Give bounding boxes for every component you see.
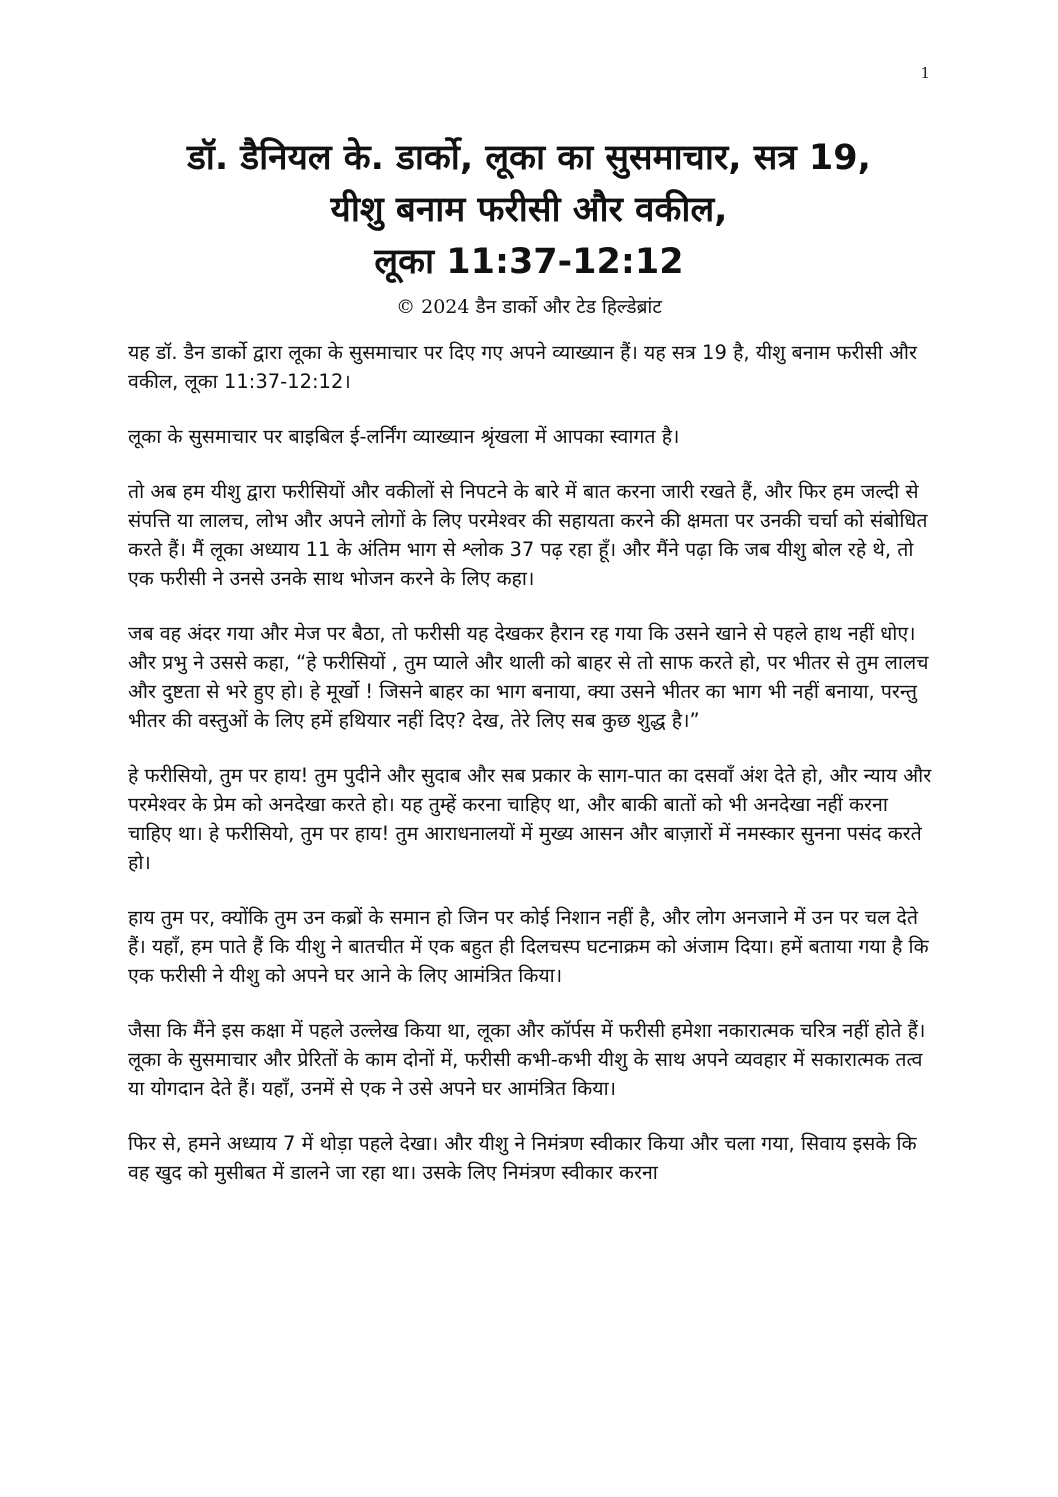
- document-title-block: [110, 132, 948, 320]
- document-title-line-1: डॉ. डैनियल के. डार्को, लूका का सुसमाचार, सत्र 19,: [187, 138, 871, 178]
- paragraph-5: हे फरीसियो, तुम पर हाय! तुम पुदीने और सुदाब और सब प्रकार के साग-पात का दसवाँ अंश देते हो, और न्याय और परमेश्वर के प्रेम को अनदेखा करते हो। यह तुम्हें करना चाहिए था, और बाकी बातों को भी अनदेखा नहीं करना चाहिए था। हे फरीसियो, तुम पर हाय! तुम आराधनालयों में मुख्य आसन और बाज़ारों में नमस्कार सुनना पसंद करते हो।: [128, 764, 932, 874]
- paragraph-3: तो अब हम यीशु द्वारा फरीसियों और वकीलों से निपटने के बारे में बात करना जारी रखते हैं, और फिर हम जल्दी से संपत्ति या लालच, लोभ और अपने लोगों के लिए परमेश्वर की सहायता करने की क्षमता पर उनकी चर्चा को संबोधित करते हैं। मैं लूका अध्याय 11 के अंतिम भाग से श्लोक 37 पढ़ रहा हूँ। और मैंने पढ़ा कि जब यीशु बोल रहे थे, तो एक फरीसी ने उनसे उनके साथ भोजन करने के लिए कहा।: [128, 480, 928, 590]
- paragraph-7: जैसा कि मैंने इस कक्षा में पहले उल्लेख किया था, लूका और कॉर्पस में फरीसी हमेशा नकारात्मक चरित्र नहीं होते हैं। लूका के सुसमाचार और प्रेरितों के काम दोनों में, फरीसी कभी-कभी यीशु के साथ अपने व्यवहार में सकारात्मक तत्व या योगदान देते हैं। यहाँ, उनमें से एक ने उसे अपने घर आमंत्रित किया।: [128, 1019, 926, 1100]
- document-title-line-2: यीशु बनाम फरीसी और वकील,: [330, 190, 728, 230]
- paragraph-6: हाय तुम पर, क्योंकि तुम उन कब्रों के समान हो जिन पर कोई निशान नहीं है, और लोग अनजाने में उन पर चल देते हैं। यहाँ, हम पाते हैं कि यीशु ने बातचीत में एक बहुत ही दिलचस्प घटनाक्रम को अंजाम दिया। हमें बताया गया है कि एक फरीसी ने यीशु को अपने घर आने के लिए आमंत्रित किया।: [128, 906, 929, 987]
- paragraph-1: यह डॉ. डैन डार्को द्वारा लूका के सुसमाचार पर दिए गए अपने व्याख्यान हैं। यह सत्र 19 है, यीशु बनाम फरीसी और वकील, लूका 11:37-12:12।: [128, 341, 917, 393]
- document-title-line-3: लूका 11:37-12:12: [374, 242, 684, 282]
- paragraph-4: जब वह अंदर गया और मेज पर बैठा, तो फरीसी यह देखकर हैरान रह गया कि उसने खाने से पहले हाथ नहीं धोए। और प्रभु ने उससे कहा, “हे फरीसियों , तुम प्याले और थाली को बाहर से तो साफ करते हो, पर भीतर से तुम लालच और दुष्टता से भरे हुए हो। हे मूर्खो ! जिसने बाहर का भाग बनाया, क्या उसने भीतर का भाग भी नहीं बनाया, परन्तु भीतर की वस्तुओं के लिए हमें हथियार नहीं दिए? देख, तेरे लिए सब कुछ शुद्ध है।”: [128, 622, 929, 732]
- page-number: 1: [920, 64, 930, 82]
- paragraph-8: फिर से, हमने अध्याय 7 में थोड़ा पहले देखा। और यीशु ने निमंत्रण स्वीकार किया और चला गया, सिवाय इसके कि वह खुद को मुसीबत में डालने जा रहा था। उसके लिए निमंत्रण स्वीकार करना: [128, 1132, 917, 1184]
- copyright-notice: © 2024 डैन डार्को और टेड हिल्डेब्रांट: [396, 296, 662, 318]
- paragraph-2: लूका के सुसमाचार पर बाइबिल ई-लर्निंग व्याख्यान श्रृंखला में आपका स्वागत है।: [128, 425, 680, 448]
- document-body: [128, 338, 933, 1213]
